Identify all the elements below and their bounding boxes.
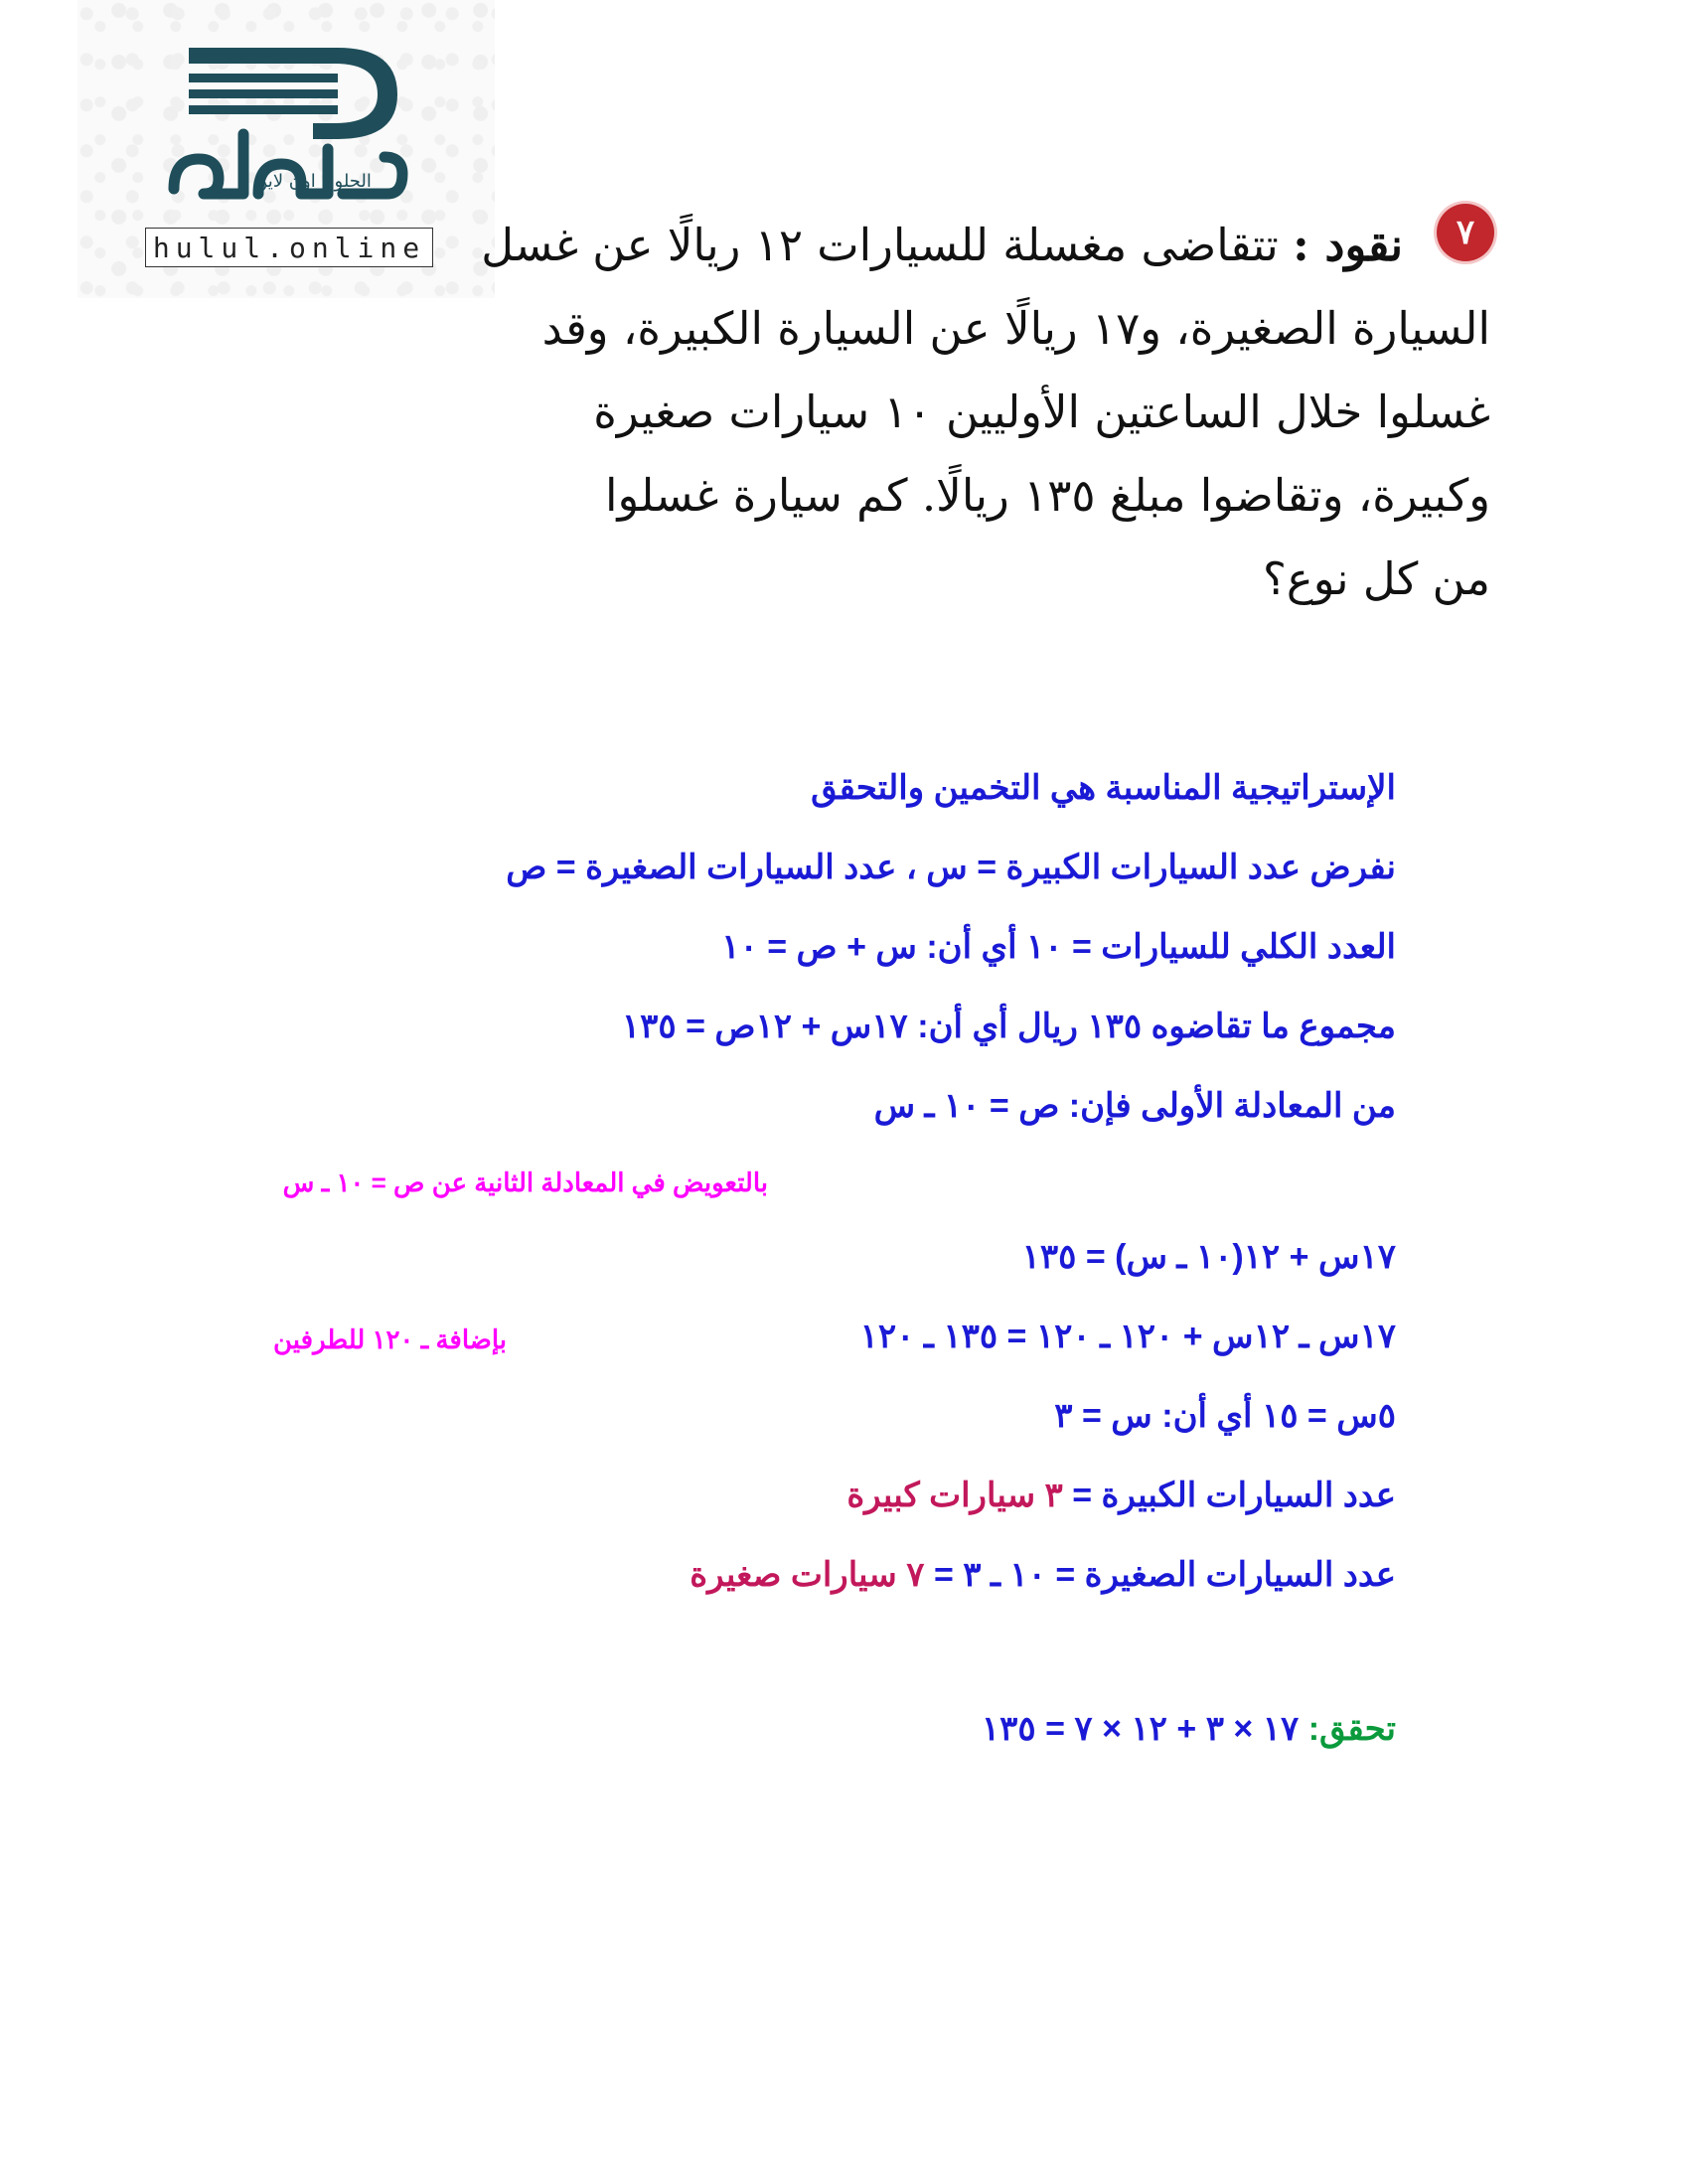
problem-line-5: من كل نوع؟	[1263, 552, 1490, 605]
problem-line-4: وكبيرة، وتقاضوا مبلغ ١٣٥ ريالًا. كم سيارة غسلوا	[604, 469, 1490, 522]
big-cars-line	[846, 1476, 1396, 1515]
check-line	[982, 1709, 1396, 1749]
total-money-line: مجموع ما تقاضوه ١٣٥ ريال أي أن: ١٧س + ١٢ص = ١٣٥	[621, 1008, 1396, 1045]
problem-line-2: السيارة الصغيرة، و١٧ ريالًا عن السيارة الكبيرة، وقد	[541, 302, 1490, 355]
small-cars-label: عدد السيارات الصغيرة = ١٠ ـ ٣ =	[924, 1556, 1396, 1594]
total-cars-line: العدد الكلي للسيارات = ١٠ أي أن: س + ص = ١٠	[721, 928, 1396, 966]
logo-tagline: الحلول اون لاين	[254, 171, 372, 192]
site-url: hulul.online	[145, 228, 433, 267]
from-first-equation-line: من المعادلة الأولى فإن: ص = ١٠ ـ س	[873, 1087, 1396, 1125]
big-cars-result: ٣ سيارات كبيرة	[846, 1477, 1063, 1514]
check-expression: ١٧ × ٣ + ١٢ × ٧ = ١٣٥	[981, 1710, 1308, 1748]
equation-step-1: ١٧س + ١٢(١٠ ـ س) = ١٣٥	[1021, 1238, 1396, 1276]
problem-number-badge: ٧	[1437, 204, 1494, 261]
check-label: تحقق:	[1307, 1710, 1396, 1748]
substitution-note: بالتعويض في المعادلة الثانية عن ص = ١٠ ـ س	[282, 1168, 768, 1197]
problem-line-1: تتقاضى مغسلة للسيارات ١٢ ريالًا عن غسل	[481, 219, 1279, 271]
small-cars-line	[690, 1555, 1396, 1595]
problem-label: نقود :	[1293, 219, 1403, 271]
equation-step-2: ١٧س ـ ١٢س + ١٢٠ ـ ١٢٠ = ١٣٥ ـ ١٢٠	[859, 1318, 1396, 1355]
hulul-logo	[164, 40, 422, 209]
small-cars-result: ٧ سيارات صغيرة	[690, 1556, 925, 1594]
strategy-line: الإستراتيجية المناسبة هي التخمين والتحقق	[811, 769, 1396, 807]
problem-statement	[467, 204, 1490, 621]
add-note: بإضافة ـ ١٢٠ للطرفين	[273, 1325, 507, 1354]
assume-line: نفرض عدد السيارات الكبيرة = س ، عدد السيارات الصغيرة = ص	[506, 849, 1396, 886]
problem-text	[467, 204, 1490, 621]
big-cars-label: عدد السيارات الكبيرة =	[1062, 1477, 1396, 1514]
problem-line-3: غسلوا خلال الساعتين الأوليين ١٠ سيارات صغيرة	[593, 386, 1490, 438]
equation-step-3: ٥س = ١٥ أي أن: س = ٣	[1054, 1397, 1396, 1435]
